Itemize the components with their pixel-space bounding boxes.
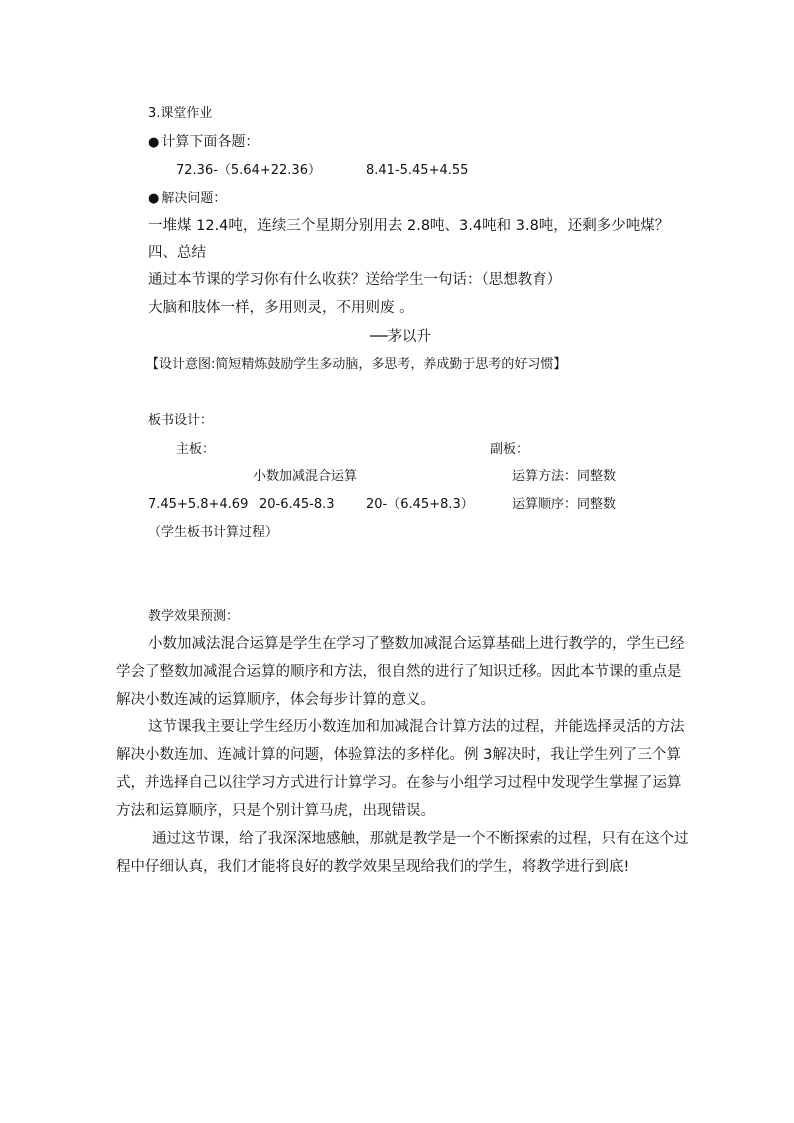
board-side-order: 运算顺序：同整数 [512,497,617,512]
prediction-line: 方法和运算顺序，只是个别计算马虎，出现错误。 [116,803,435,819]
prediction-line: 程中仔细认真，我们才能将良好的教学效果呈现给我们的学生，将教学进行到底! [116,859,630,875]
bullet-icon: ● [148,135,160,150]
prediction-line: 解决小数连减的运算顺序，体会每步计算的意义。 [116,692,435,708]
quote-author: ──茅以升 [370,329,431,345]
summary-quote: 大脑和肢体一样，多用则灵，不用则废 。 [148,300,414,316]
board-heading: 板书设计： [148,413,214,428]
prediction-line: 式，并选择自己以往学习方式进行计算学习。在参与小组学习过程中发现学生掌握了运算 [116,775,682,791]
main-board-label: 主板： [176,442,216,457]
board-expression-c: 20-（6.45+8.3） [366,497,474,512]
prediction-line: 通过这节课，给了我深深地感触，那就是教学是一个不断探索的过程，只有在这个过 [152,831,689,847]
prediction-line: 这节课我主要让学生经历小数连加和加减混合计算方法的过程，并能选择灵活的方法 [148,719,685,735]
prediction-line: 解决小数连加、连减计算的问题，体验算法的多样化。例 3解决时，我让学生列了三个算 [116,747,681,763]
design-intent: 【设计意图:简短精炼鼓励学生多动脑，多思考，养成勤于思考的好习惯】 [146,357,567,372]
bullet-icon: ● [148,191,160,206]
calc-label-row [148,132,259,153]
board-note: （学生板书计算过程） [148,525,279,540]
word-problem: 一堆煤 12.4吨，连续三个星期分别用去 2.8吨、3.4吨和 3.8吨，还剩多少吨煤？ [148,218,670,234]
calc-expression-1: 72.36-（5.64+22.36） [176,163,321,178]
board-main-title: 小数加减混合运算 [253,469,358,484]
prediction-heading: 教学效果预测： [148,609,240,624]
summary-question: 通过本节课的学习你有什么收获？送给学生一句话：（思想教育） [148,272,562,288]
prediction-line: 学会了整数加减混合运算的顺序和方法，很自然的进行了知识迁移。因此本节课的重点是 [116,664,682,680]
summary-heading: 四、总结 [148,245,206,261]
board-expression-b: 20-6.45-8.3 [259,497,335,512]
board-side-method: 运算方法：同整数 [512,469,617,484]
section-heading-classwork: 3.课堂作业 [148,106,213,121]
prediction-line: 小数加减法混合运算是学生在学习了整数加减混合运算基础上进行教学的，学生已经 [148,636,685,652]
solve-label-row [148,189,226,209]
calc-label: 计算下面各题： [161,134,260,150]
calc-expression-2: 8.41-5.45+4.55 [366,163,469,178]
side-board-label: 副板： [490,442,530,457]
board-expression-a: 7.45+5.8+4.69 [148,497,249,512]
solve-label: 解决问题： [161,191,227,206]
